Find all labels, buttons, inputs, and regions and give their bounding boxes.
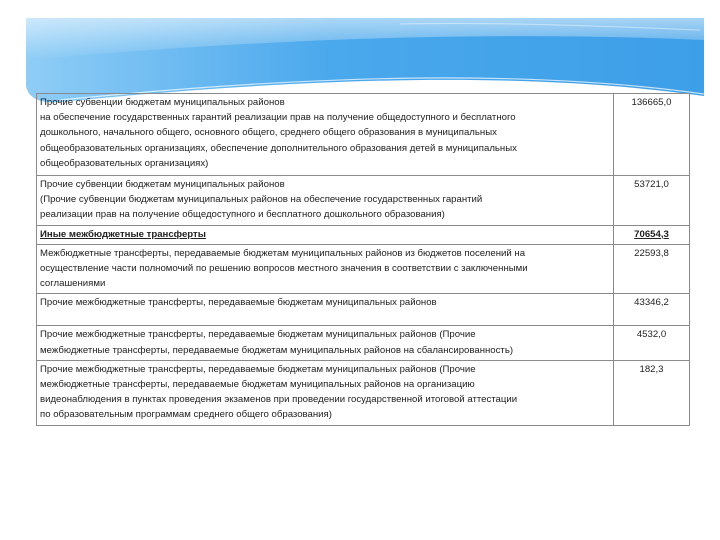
row-description: Прочие субвенции бюджетам муниципальных районов (Прочие субвенции бюджетам муниципальных районов на обеспечение государственных гарантий реализации прав на получение общедоступного и бесплатного дошкольного образования) bbox=[37, 176, 614, 226]
row-value: 22593,8 bbox=[614, 244, 690, 294]
row-description: Прочие межбюджетные трансферты, передаваемые бюджетам муниципальных районов (Прочие межбюджетные трансферты, передаваемые бюджетам муниципальных районов на организацию видеонаблюдения в пунктах проведения экзаменов при проведении государственной итоговой аттестации по образовательным программам среднего общего образования) bbox=[37, 360, 614, 425]
row-description: Межбюджетные трансферты, передаваемые бюджетам муниципальных районов из бюджетов поселений на осуществление части полномочий по решению вопросов местного значения в соответствии с заключенными соглашениями bbox=[37, 244, 614, 294]
row-value: 53721,0 bbox=[614, 176, 690, 226]
table-row bbox=[37, 176, 690, 226]
row-description: Прочие межбюджетные трансферты, передаваемые бюджетам муниципальных районов (Прочие межбюджетные трансферты, передаваемые бюджетам муниципальных районов на сбалансированность) bbox=[37, 326, 614, 360]
row-description: Прочие межбюджетные трансферты, передаваемые бюджетам муниципальных районов bbox=[37, 294, 614, 326]
table-row bbox=[37, 326, 690, 360]
row-description: Иные межбюджетные трансферты bbox=[37, 225, 614, 244]
table-row bbox=[37, 360, 690, 425]
row-value: 182,3 bbox=[614, 360, 690, 425]
row-value: 70654,3 bbox=[614, 225, 690, 244]
row-value: 43346,2 bbox=[614, 294, 690, 326]
row-value: 136665,0 bbox=[614, 94, 690, 176]
table-row bbox=[37, 225, 690, 244]
table-row bbox=[37, 94, 690, 176]
transfers-table bbox=[36, 93, 690, 426]
table-row bbox=[37, 244, 690, 294]
row-description: Прочие субвенции бюджетам муниципальных районов на обеспечение государственных гарантий реализации прав на получение общедоступного и бесплатного дошкольного, начального общего, основного общего, среднего общего образования в муниципальных общеобразовательных организациях, обеспечение дополнительного образования детей в муниципальных общеобразовательных организациях) bbox=[37, 94, 614, 176]
row-value: 4532,0 bbox=[614, 326, 690, 360]
table-row bbox=[37, 294, 690, 326]
